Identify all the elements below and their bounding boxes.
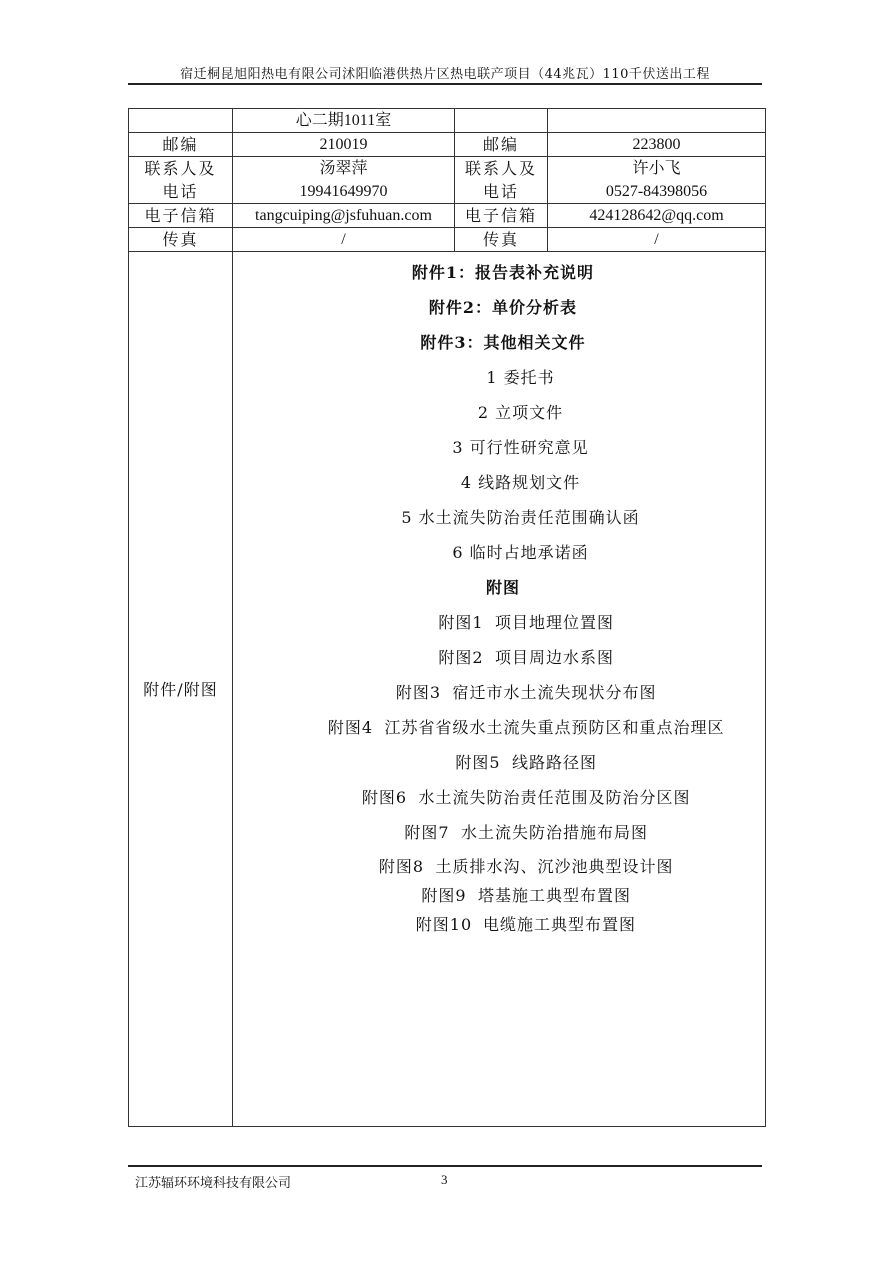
figure-name: 项目地理位置图: [494, 613, 614, 632]
figure-name: 项目周边水系图: [494, 648, 614, 667]
fax-label: 传真: [455, 228, 548, 252]
email-label: 电子信箱: [455, 204, 548, 228]
postcode-value: 210019: [233, 133, 455, 157]
figure-item: [243, 817, 763, 852]
figure-number: 附图9: [421, 886, 467, 905]
attachment-item: 附件2：单价分析表: [428, 298, 578, 317]
figure-name: 江苏省省级水土流失重点预防区和重点治理区: [384, 718, 725, 737]
contact-value: [548, 157, 766, 204]
figure-item: [243, 852, 763, 881]
figure-item: [243, 747, 763, 782]
figure-number: 附图1: [438, 613, 484, 632]
attachments-list-cell: [233, 252, 766, 1127]
attachment-sub-item: 2 立项文件: [477, 403, 564, 422]
contact-name: 许小飞: [632, 160, 681, 177]
fax-label: 传真: [129, 228, 233, 252]
attachment-sub-item: 3 可行性研究意见: [452, 438, 589, 457]
address-continuation: 心二期1011室: [233, 109, 455, 133]
figure-item: [243, 910, 763, 939]
fax-value: /: [548, 228, 766, 252]
figure-name: 线路路径图: [511, 753, 597, 772]
figure-item: [243, 642, 763, 677]
figures-heading: 附图: [485, 578, 520, 597]
figure-number: 附图7: [404, 823, 450, 842]
contact-label-line: 联系人及: [464, 159, 537, 178]
postcode-value: 223800: [548, 133, 766, 157]
info-table: [128, 108, 766, 1127]
figure-item: [243, 607, 763, 642]
contact-label-line: 联系人及: [144, 159, 217, 178]
attachments-label: 附件/附图: [129, 252, 233, 1127]
header-rule: [128, 83, 762, 85]
contact-phone: 19941649970: [299, 183, 388, 200]
postcode-label: 邮编: [455, 133, 548, 157]
figure-name: 宿迁市水土流失现状分布图: [452, 683, 657, 702]
attachments-list: [243, 257, 763, 939]
figure-number: 附图4: [327, 718, 374, 737]
contact-label-line: 电话: [482, 182, 519, 201]
attachment-sub-item: 1 委托书: [486, 368, 555, 387]
contact-phone: 0527-84398056: [605, 183, 708, 200]
fax-value: /: [233, 228, 455, 252]
attachment-sub-item: 5 水土流失防治责任范围确认函: [401, 508, 640, 527]
empty-cell: [548, 109, 766, 133]
figure-item: [243, 782, 763, 817]
contact-name: 汤翠萍: [319, 160, 368, 177]
figure-number: 附图3: [395, 683, 442, 702]
email-label: 电子信箱: [129, 204, 233, 228]
postcode-label: 邮编: [129, 133, 233, 157]
figure-name: 土质排水沟、沉沙池典型设计图: [435, 857, 674, 876]
figure-number: 附图10: [415, 915, 473, 934]
attachment-sub-item: 4 线路规划文件: [460, 473, 581, 492]
attachment-item: 附件3：其他相关文件: [420, 333, 586, 352]
attachment-sub-item: 6 临时占地承诺函: [452, 543, 589, 562]
figure-number: 附图5: [455, 753, 501, 772]
contact-label: [455, 157, 548, 204]
attachment-item: 附件1：报告表补充说明: [411, 263, 595, 282]
footer-company: 江苏辐环环境科技有限公司: [135, 1176, 292, 1191]
figure-item: [243, 712, 763, 747]
contact-label-line: 电话: [162, 182, 199, 201]
figure-number: 附图2: [438, 648, 484, 667]
empty-cell: [129, 109, 233, 133]
figure-name: 水土流失防治责任范围及防治分区图: [418, 788, 691, 807]
email-value: 424128642@qq.com: [548, 204, 766, 228]
figure-name: 塔基施工典型布置图: [477, 886, 631, 905]
contact-label: [129, 157, 233, 204]
figure-number: 附图6: [361, 788, 408, 807]
figure-name: 水土流失防治措施布局图: [460, 823, 648, 842]
figure-item: [243, 881, 763, 910]
contact-value: [233, 157, 455, 204]
figure-number: 附图8: [378, 857, 425, 876]
figure-name: 电缆施工典型布置图: [482, 915, 636, 934]
email-value: tangcuiping@jsfuhuan.com: [233, 204, 455, 228]
running-header: 宿迁桐昆旭阳热电有限公司沭阳临港供热片区热电联产项目（44兆瓦）110千伏送出工程: [180, 67, 710, 82]
empty-cell: [455, 109, 548, 133]
figure-item: [243, 677, 763, 712]
page-number: 3: [441, 1172, 448, 1187]
footer-rule: [128, 1165, 762, 1167]
